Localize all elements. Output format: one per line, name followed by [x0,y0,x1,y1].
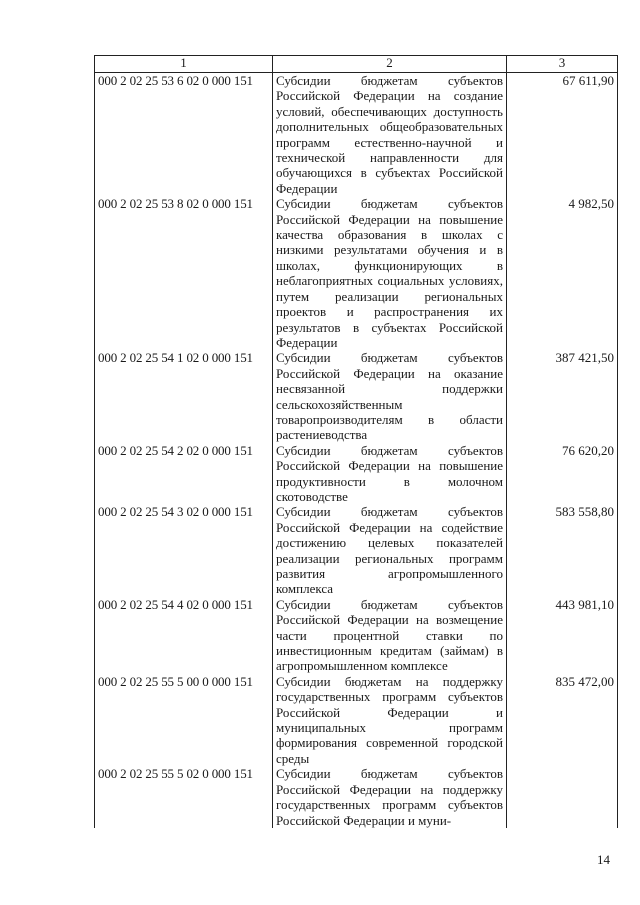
description: Субсидии бюджетам субъектов Российской Федерации на повышение качества образования в школах с низкими результатами обучения и в школах, функционирующих в неблагоприятных социальных условиях, путем реализации региональных проектов и распространения их результатов в субъектах Российской Федерации [273,196,507,350]
description: Субсидии бюджетам на поддержку государственных программ субъектов Российской Федерации и муниципальных программ формирования современной городской среды [273,674,507,766]
amount: 76 620,20 [507,443,618,505]
budget-code: 000 2 02 25 54 4 02 0 000 151 [95,597,273,674]
column-header-description: 2 [273,56,507,73]
budget-code: 000 2 02 25 54 1 02 0 000 151 [95,350,273,442]
column-header-amount: 3 [507,56,618,73]
amount [507,766,618,828]
table-row [95,674,618,766]
budget-code: 000 2 02 25 55 5 02 0 000 151 [95,766,273,828]
column-header-code: 1 [95,56,273,73]
table-row [95,597,618,674]
amount: 443 981,10 [507,597,618,674]
description: Субсидии бюджетам субъектов Российской Федерации на содействие достижению целевых показателей реализации региональных программ развития агропромышленного комплекса [273,504,507,596]
budget-code: 000 2 02 25 53 8 02 0 000 151 [95,196,273,350]
table-row [95,350,618,442]
amount: 67 611,90 [507,73,618,197]
amount: 835 472,00 [507,674,618,766]
amount: 583 558,80 [507,504,618,596]
description: Субсидии бюджетам субъектов Российской Федерации на поддержку государственных программ субъектов Российской Федерации и муни- [273,766,507,828]
table-row [95,766,618,828]
page-number: 14 [597,852,610,867]
amount: 387 421,50 [507,350,618,442]
budget-revenue-table [94,55,618,828]
description: Субсидии бюджетам субъектов Российской Федерации на возмещение части процентной ставки по инвестиционным кредитам (займам) в агропромышленном комплексе [273,597,507,674]
budget-code: 000 2 02 25 54 3 02 0 000 151 [95,504,273,596]
table-row [95,73,618,197]
description: Субсидии бюджетам субъектов Российской Федерации на повышение продуктивности в молочном скотоводстве [273,443,507,505]
table-row [95,443,618,505]
budget-code: 000 2 02 25 55 5 00 0 000 151 [95,674,273,766]
amount: 4 982,50 [507,196,618,350]
table-row [95,196,618,350]
description: Субсидии бюджетам субъектов Российской Федерации на оказание несвязанной поддержки сельскохозяйственным товаропроизводителям в области растениеводства [273,350,507,442]
table-row [95,504,618,596]
budget-code: 000 2 02 25 54 2 02 0 000 151 [95,443,273,505]
budget-code: 000 2 02 25 53 6 02 0 000 151 [95,73,273,197]
description: Субсидии бюджетам субъектов Российской Федерации на создание условий, обеспечивающих доступность дополнительных общеобразовательных программ естественно-научной и технической направленности для обучающихся в субъектах Российской Федерации [273,73,507,197]
table-header-row [95,56,618,73]
